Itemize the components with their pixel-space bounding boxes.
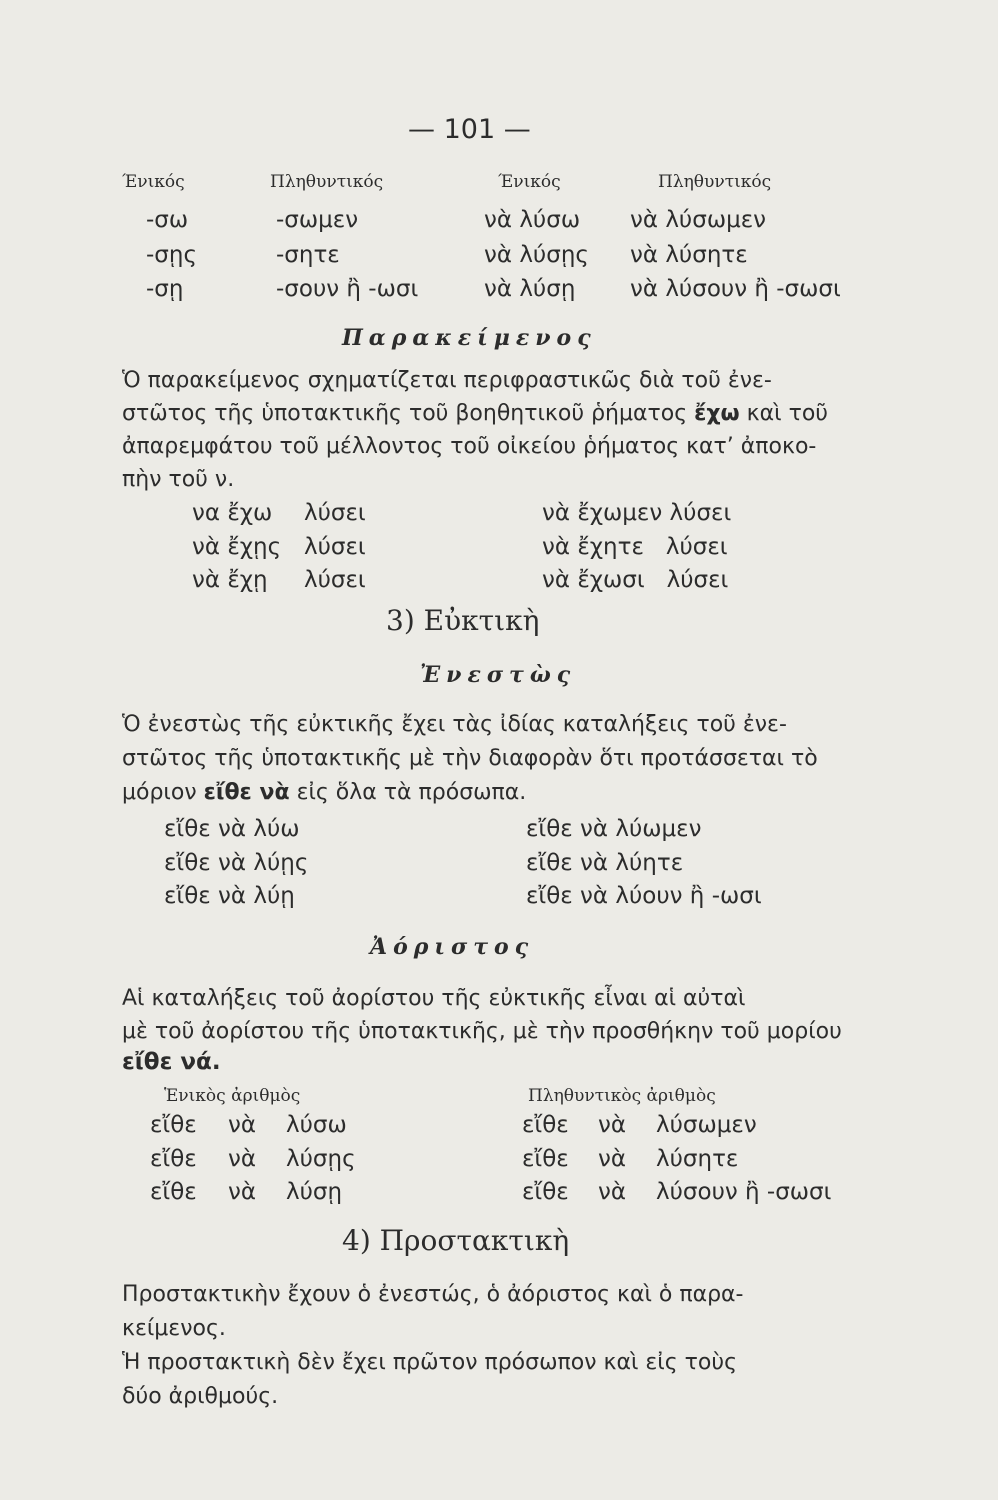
paragraph-line: δύο ἀριθμούς. [122, 1384, 279, 1409]
table-cell: λύσῃ [286, 1179, 343, 1205]
column-header: Ένικός [122, 172, 185, 192]
emphasis-phrase: εἴθε νὰ [203, 780, 290, 805]
table-cell: νὰ ἔχωμεν λύσει [542, 500, 732, 526]
table-cell: εἴθε [522, 1179, 569, 1205]
table-cell: εἴθε [150, 1112, 197, 1138]
table-cell: -σουν ἢ -ωσι [276, 276, 419, 302]
paragraph-line: μὲ τοῦ ἀορίστου τῆς ὑποτακτικῆς, μὲ τὴν προσθήκην τοῦ μορίου [122, 1019, 842, 1044]
column-header: Πληθυντικός [270, 172, 384, 192]
table-cell: -σῃ [146, 276, 184, 302]
column-header: Πληθυντικός [658, 172, 772, 192]
paragraph-line [122, 776, 526, 809]
table-cell: -σω [146, 207, 189, 233]
line-text: στῶτος τῆς ὑποτακτικῆς τοῦ βοηθητικοῦ ῥήματος [122, 401, 688, 426]
paragraph-line: ἀπαρεμφάτου τοῦ μέλλοντος τοῦ οἰκείου ῥήματος κατ’ ἀποκο- [122, 434, 817, 459]
section-heading: Παρακείμενος [342, 325, 597, 351]
table-cell: λύσει [304, 567, 366, 593]
section-heading: 4) Προστακτικὴ [342, 1224, 570, 1257]
paragraph-line: στῶτος τῆς ὑποτακτικῆς μὲ τὴν διαφορὰν ὅτι προτάσσεται τὸ [122, 746, 818, 771]
table-cell: εἴθε [522, 1146, 569, 1172]
paragraph-line: Ἡ προστακτικὴ δὲν ἔχει πρῶτον πρόσωπον καὶ εἰς τοὺς [122, 1350, 737, 1375]
table-cell: λύσουν ἢ -σωσι [656, 1179, 832, 1205]
paragraph-line [122, 397, 828, 430]
table-cell: νὰ λύσουν ἢ -σωσι [630, 276, 841, 302]
table-cell: νὰ ἔχωσι λύσει [542, 567, 729, 593]
paragraph-line: κείμενος. [122, 1316, 226, 1341]
table-cell: νὰ [228, 1112, 257, 1138]
table-cell: εἴθε νὰ λύητε [526, 850, 684, 876]
column-header: Πληθυντικὸς ἀριθμὸς [528, 1086, 716, 1106]
table-cell: νὰ [598, 1179, 627, 1205]
line-text: εἰς ὅλα τὰ πρόσωπα. [296, 780, 527, 805]
subsection-heading: Ἐνεστὼς [420, 662, 577, 688]
column-header: Ἑνικὸς ἀριθμὸς [164, 1086, 301, 1106]
table-cell: λύσωμεν [656, 1112, 757, 1138]
paragraph-line: Αἱ καταλήξεις τοῦ ἀορίστου τῆς εὐκτικῆς εἶναι αἱ αὐταὶ [122, 986, 746, 1011]
table-cell: -σῃς [146, 242, 197, 268]
table-cell: εἴθε νὰ λύῃ [164, 883, 295, 909]
table-cell: εἴθε [150, 1146, 197, 1172]
emphasis-word: ἔχω [694, 401, 740, 426]
column-header: Ένικός [498, 172, 561, 192]
table-cell: λύσητε [656, 1146, 739, 1172]
table-cell: εἴθε νὰ λύωμεν [526, 816, 702, 842]
table-cell: εἴθε [150, 1179, 197, 1205]
table-cell: νὰ ἔχῃ [192, 567, 268, 593]
table-cell: νὰ ἔχῃς [192, 534, 282, 560]
table-cell: εἴθε [522, 1112, 569, 1138]
table-cell: εἴθε νὰ λύῃς [164, 850, 309, 876]
paragraph-line: Ὁ παρακείμενος σχηματίζεται περιφραστικῶς διὰ τοῦ ἐνε- [122, 368, 772, 393]
section-heading: 3) Εὐκτικὴ [386, 604, 540, 637]
table-cell: νὰ [228, 1146, 257, 1172]
table-cell: νὰ [598, 1146, 627, 1172]
emphasis-phrase: εἴθε νά. [122, 1049, 221, 1075]
paragraph-line: Προστακτικὴν ἔχουν ὁ ἐνεστώς, ὁ ἀόριστος καὶ ὁ παρα- [122, 1282, 744, 1307]
table-cell: νὰ λύσωμεν [630, 207, 766, 233]
table-cell: λύσει [304, 500, 366, 526]
table-cell: νὰ [598, 1112, 627, 1138]
table-cell: λύσει [304, 534, 366, 560]
page-number: — 101 — [408, 114, 531, 145]
table-cell: νὰ [228, 1179, 257, 1205]
subsection-heading: Ἀόριστος [370, 934, 535, 960]
table-cell: -σωμεν [276, 207, 359, 233]
table-cell: να ἔχω [192, 500, 273, 526]
paragraph-line: Ὁ ἐνεστὼς τῆς εὐκτικῆς ἔχει τὰς ἰδίας καταλήξεις τοῦ ἐνε- [122, 712, 787, 737]
table-cell: νὰ λύσῃ [484, 276, 576, 302]
line-text: μόριον [122, 780, 197, 805]
table-cell: -σητε [276, 242, 340, 268]
table-cell: νὰ λύσητε [630, 242, 748, 268]
paragraph-line: πὴν τοῦ ν. [122, 467, 235, 492]
line-text: καὶ τοῦ [746, 401, 829, 426]
table-cell: εἴθε νὰ λύω [164, 816, 300, 842]
table-cell: εἴθε νὰ λύουν ἢ -ωσι [526, 883, 762, 909]
table-cell: νὰ λύσω [484, 207, 581, 233]
table-cell: λύσῃς [286, 1146, 356, 1172]
table-cell: λύσω [286, 1112, 347, 1138]
table-cell: νὰ λύσῃς [484, 242, 589, 268]
table-cell: νὰ ἔχητε λύσει [542, 534, 728, 560]
